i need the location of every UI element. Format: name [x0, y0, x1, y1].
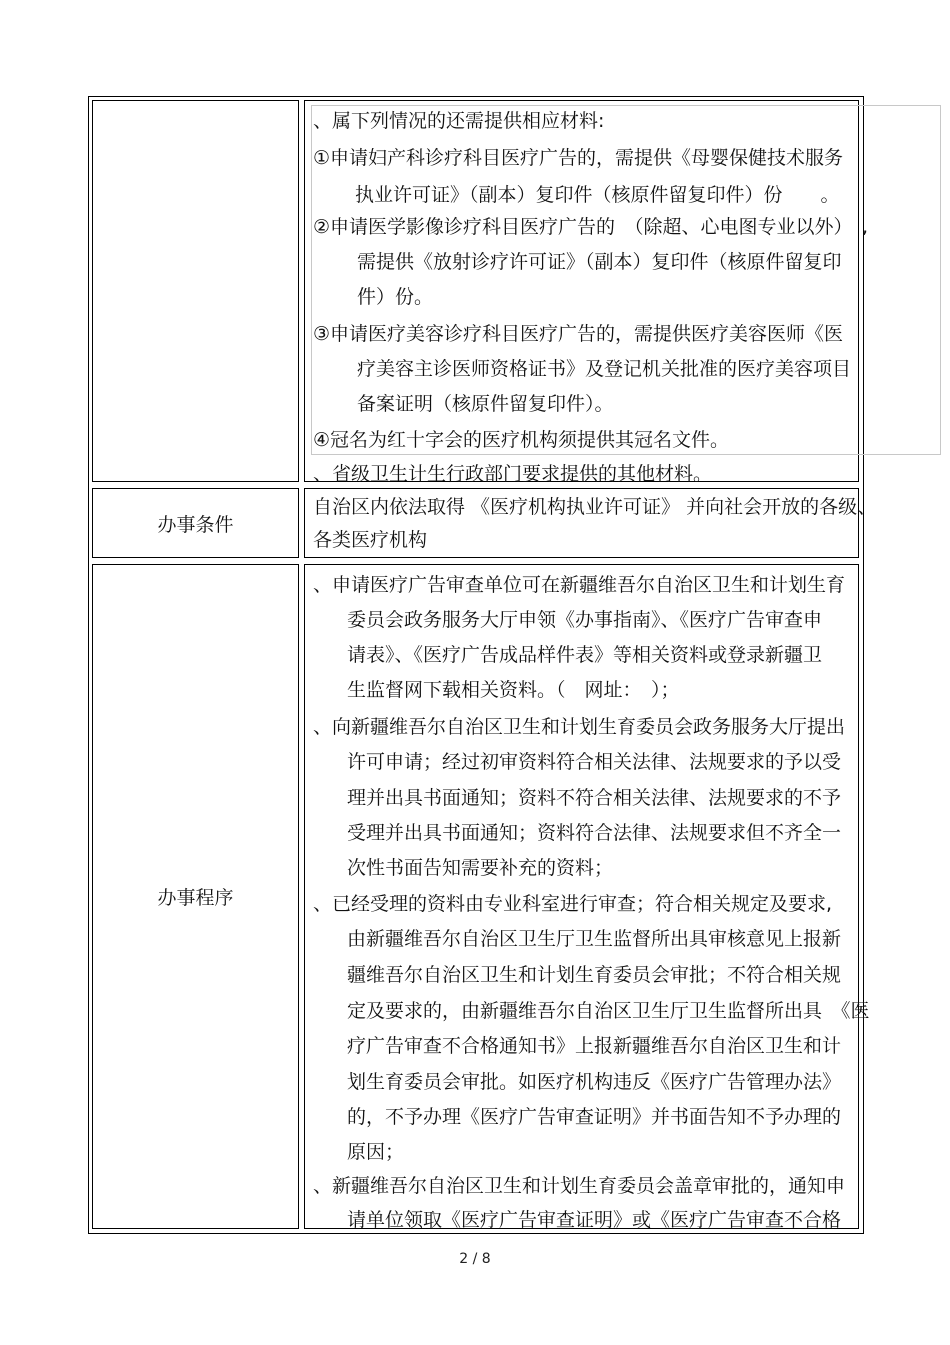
conditions-label-cell — [92, 488, 299, 558]
procedure-line: 、向新疆维吾尔自治区卫生和计划生育委员会政务服务大厅提出 — [313, 716, 846, 738]
procedure-line: 请单位领取《医疗广告审查证明》或《医疗广告审查不合格 — [347, 1209, 842, 1231]
procedure-line: 请表》、《医疗广告成品样件表》等相关资料或登录新疆卫 — [347, 644, 823, 666]
procedure-line: 疆维吾尔自治区卫生和计划生育委员会审批；不符合相关规 — [347, 964, 842, 986]
materials-line: ③申请医疗美容诊疗科目医疗广告的，需提供医疗美容医师《医 — [313, 323, 844, 345]
materials-label-cell — [92, 100, 299, 482]
procedure-line: 疗广告审查不合格通知书》上报新疆维吾尔自治区卫生和计 — [347, 1035, 842, 1057]
materials-line: 、省级卫生计生行政部门要求提供的其他材料。 — [313, 463, 713, 485]
procedure-line: 定及要求的，由新疆维吾尔自治区卫生厅卫生监督所出具 《医 — [347, 1000, 870, 1022]
materials-line: 件）份。 — [357, 286, 434, 308]
procedure-line: 、申请医疗广告审查单位可在新疆维吾尔自治区卫生和计划生育 — [313, 574, 846, 596]
procedure-line: 生监督网下载相关资料。（ 网址： ）； — [347, 679, 680, 701]
materials-line: 执业许可证》（副本）复印件（核原件留复印件）份 。 — [355, 184, 840, 206]
row-materials — [89, 97, 869, 485]
materials-line: 需提供《放射诊疗许可证》（副本）复印件（核原件留复印 — [357, 251, 842, 273]
procedure-line: 、已经受理的资料由专业科室进行审查；符合相关规定及要求, — [313, 893, 833, 915]
materials-line: ②申请医学影像诊疗科目医疗广告的 （除超、心电图专业以外） , — [313, 216, 869, 238]
procedure-line: 的，不予办理《医疗广告审查证明》并书面告知不予办理的 — [347, 1106, 842, 1128]
conditions-content-cell — [304, 488, 877, 558]
procedure-line: 由新疆维吾尔自治区卫生厅卫生监督所出具审核意见上报新 — [347, 928, 842, 950]
procedure-line: 许可申请；经过初审资料符合相关法律、法规要求的予以受 — [347, 751, 842, 773]
materials-line: ④冠名为红十字会的医疗机构须提供其冠名文件。 — [313, 429, 730, 451]
procedure-line: 受理并出具书面通知；资料符合法律、法规要求但不齐全一 — [347, 822, 842, 844]
page-number: 2 / 8 — [459, 1251, 491, 1267]
procedure-label-cell — [92, 564, 299, 1229]
procedure-line: 委员会政务服务大厅申领《办事指南》、《医疗广告审查申 — [347, 609, 823, 631]
document-table — [88, 96, 877, 1234]
materials-line: 、属下列情况的还需提供相应材料: — [313, 110, 605, 132]
procedure-content-cell — [304, 564, 870, 1231]
materials-line: 疗美容主诊医师资格证书》及登记机关批准的医疗美容项目 — [357, 358, 852, 380]
row-procedure — [89, 561, 870, 1233]
materials-line: 备案证明（核原件留复印件）。 — [357, 393, 614, 415]
materials-content-cell — [304, 100, 869, 485]
conditions-line: 自治区内依法取得 《医疗机构执业许可证》 并向社会开放的各级、 — [313, 496, 877, 518]
procedure-line: 理并出具书面通知；资料不符合相关法律、法规要求的不予 — [347, 787, 842, 809]
procedure-line: 次性书面告知需要补充的资料； — [347, 857, 614, 879]
conditions-line: 各类医疗机构 — [313, 529, 428, 551]
procedure-label: 办事程序 — [157, 887, 234, 909]
procedure-line: 原因； — [347, 1141, 405, 1163]
row-conditions — [89, 485, 877, 561]
materials-line: ①申请妇产科诊疗科目医疗广告的，需提供《母婴保健技术服务 — [313, 147, 844, 169]
conditions-label: 办事条件 — [157, 513, 234, 536]
procedure-line: 划生育委员会审批。如医疗机构违反《医疗广告管理办法》 — [347, 1071, 842, 1093]
procedure-line: 、新疆维吾尔自治区卫生和计划生育委员会盖章审批的，通知申 — [313, 1175, 846, 1197]
